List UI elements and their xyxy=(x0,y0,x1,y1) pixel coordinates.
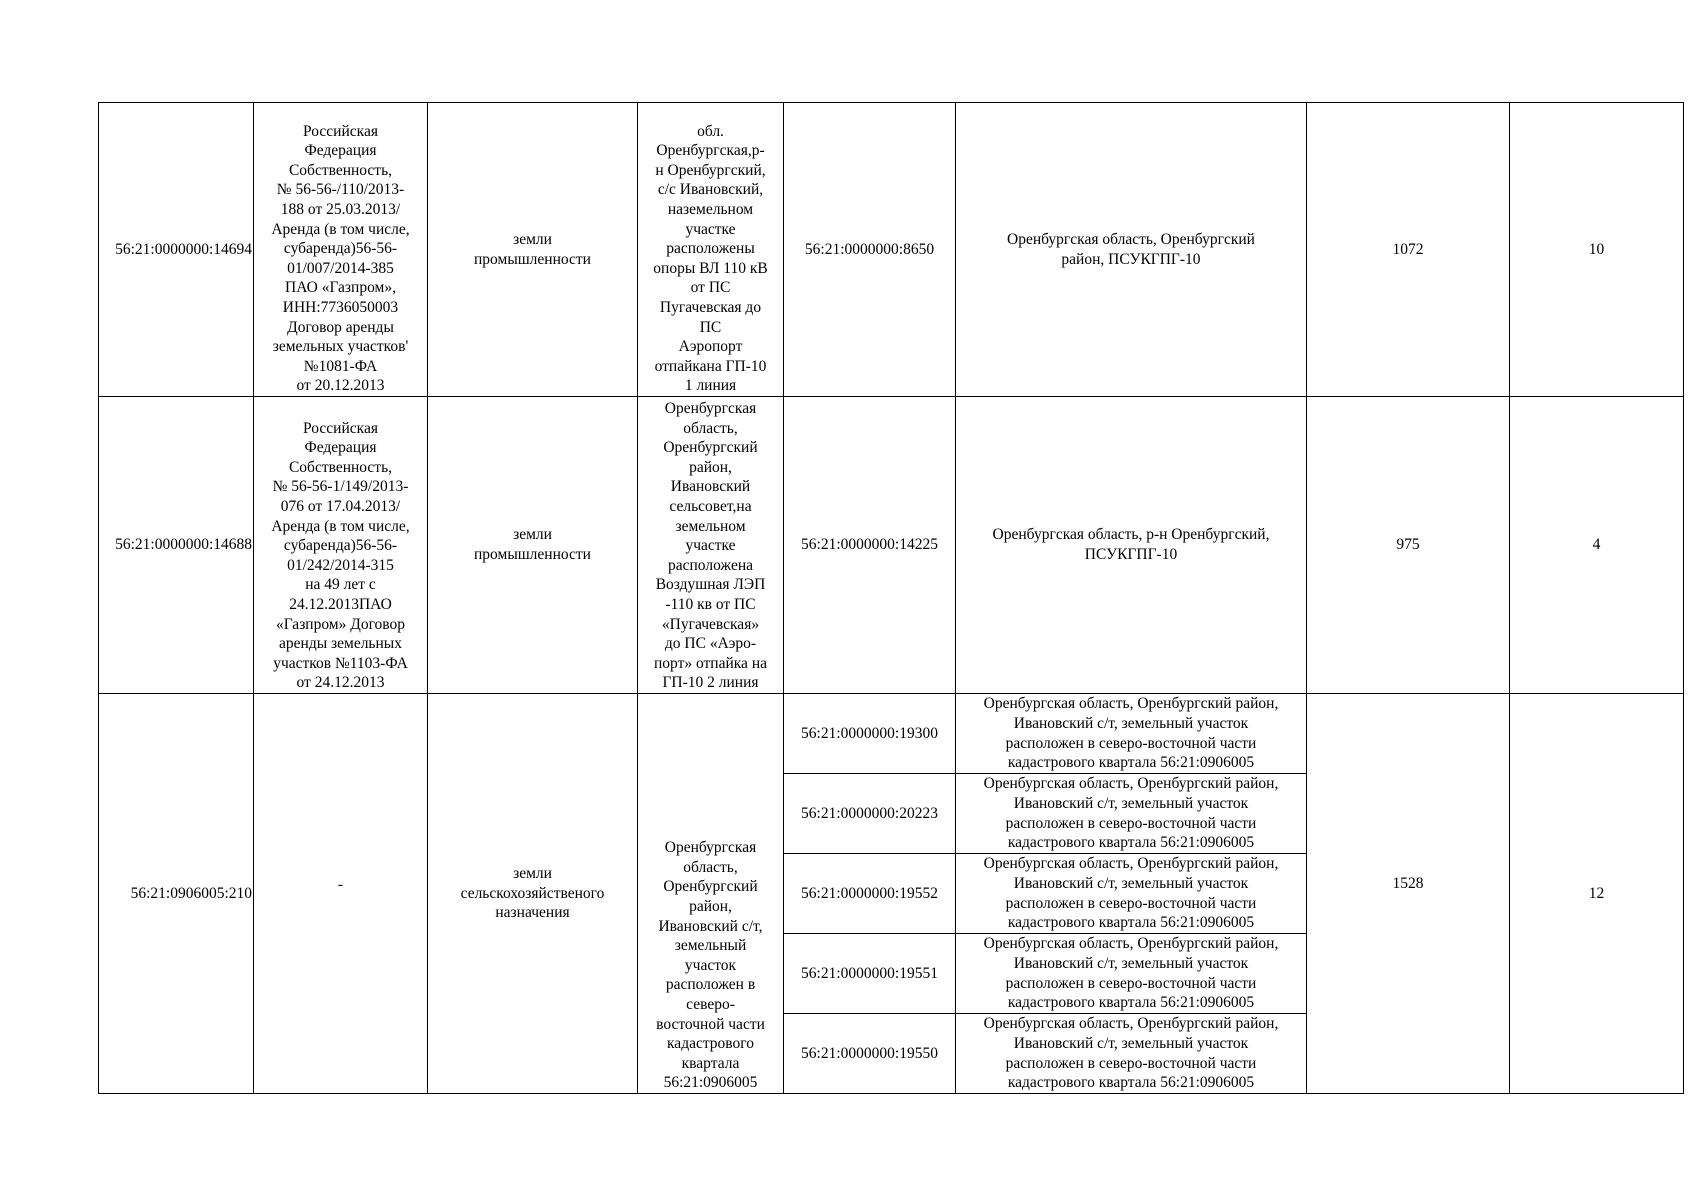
cadastral-number-cell: 56:21:0906005:210 xyxy=(99,694,254,1094)
sub-parcel-number-cell: 56:21:0000000:8650 xyxy=(784,103,956,397)
sub-parcel-address-cell: Оренбургская область, Оренбургский район, Ивановский с/т, земельный участок расположен в северо-восточной части кадастрового квартала 56:21:0906005 xyxy=(956,774,1307,854)
sub-parcel-address-cell: Оренбургская область, Оренбургский район, Ивановский с/т, земельный участок расположен в северо-восточной части кадастрового квартала 56:21:0906005 xyxy=(956,694,1307,774)
rights-cell: Российская Федерация Собственность, № 56-56-/110/2013- 188 от 25.03.2013/ Аренда (в том числе, субаренда)56-56- 01/007/2014-385 ПАО «Газпром», ИНН:7736050003 Договор аренды земельных участков' №1081-ФА от 20.12.2013 xyxy=(254,103,428,397)
rights-cell: - xyxy=(254,694,428,1094)
cadastral-number-cell: 56:21:0000000:14688 xyxy=(99,397,254,694)
table-row xyxy=(99,103,1684,397)
sub-parcel-address-cell: Оренбургская область, Оренбургский район, Ивановский с/т, земельный участок расположен в северо-восточной части кадастрового квартала 56:21:0906005 xyxy=(956,854,1307,934)
count-cell: 10 xyxy=(1510,103,1684,397)
table-row xyxy=(99,397,1684,694)
count-cell: 12 xyxy=(1510,694,1684,1094)
cadastral-number-cell: 56:21:0000000:14694 xyxy=(99,103,254,397)
area-cell: 1528 xyxy=(1307,694,1510,1094)
rights-cell: Российская Федерация Собственность, № 56-56-1/149/2013- 076 от 17.04.2013/ Аренда (в том числе, субаренда)56-56- 01/242/2014-315 на 49 лет с 24.12.2013ПАО «Газпром» Договор аренды земельных участков №1103-ФА от 24.12.2013 xyxy=(254,397,428,694)
land-category-cell: земли промышленности xyxy=(428,397,638,694)
area-cell: 1072 xyxy=(1307,103,1510,397)
location-cell: Оренбургская область, Оренбургский район, Ивановский с/т, земельный участок расположен в северо- восточной части кадастрового квартала 56:21:0906005 xyxy=(638,694,784,1094)
sub-parcel-address-cell: Оренбургская область, р-н Оренбургский, ПСУКГПГ-10 xyxy=(956,397,1307,694)
table-row xyxy=(99,694,1684,774)
sub-parcel-address-cell: Оренбургская область, Оренбургский район, Ивановский с/т, земельный участок расположен в северо-восточной части кадастрового квартала 56:21:0906005 xyxy=(956,1014,1307,1094)
count-cell: 4 xyxy=(1510,397,1684,694)
sub-parcel-number-cell: 56:21:0000000:19300 xyxy=(784,694,956,774)
sub-parcel-address-cell: Оренбургская область, Оренбургский район, ПСУКГПГ-10 xyxy=(956,103,1307,397)
sub-parcel-number-cell: 56:21:0000000:19550 xyxy=(784,1014,956,1094)
location-cell: Оренбургская область, Оренбургский район, Ивановский сельсовет,на земельном участке расположена Воздушная ЛЭП -110 кв от ПС «Пугачевская» до ПС «Аэро- порт» отпайка на ГП-10 2 линия xyxy=(638,397,784,694)
sub-parcel-number-cell: 56:21:0000000:19552 xyxy=(784,854,956,934)
sub-parcel-address-cell: Оренбургская область, Оренбургский район, Ивановский с/т, земельный участок расположен в северо-восточной части кадастрового квартала 56:21:0906005 xyxy=(956,934,1307,1014)
land-category-cell: земли промышленности xyxy=(428,103,638,397)
land-parcels-table xyxy=(98,102,1684,1094)
area-cell: 975 xyxy=(1307,397,1510,694)
location-cell: обл. Оренбургская,р- н Оренбургский, с/с Ивановский, наземельном участке расположены опоры ВЛ 110 кВ от ПС Пугачевская до ПС Аэропорт отпайкана ГП-10 1 линия xyxy=(638,103,784,397)
land-category-cell: земли сельскохозяйственого назначения xyxy=(428,694,638,1094)
sub-parcel-number-cell: 56:21:0000000:14225 xyxy=(784,397,956,694)
sub-parcel-number-cell: 56:21:0000000:20223 xyxy=(784,774,956,854)
sub-parcel-number-cell: 56:21:0000000:19551 xyxy=(784,934,956,1014)
